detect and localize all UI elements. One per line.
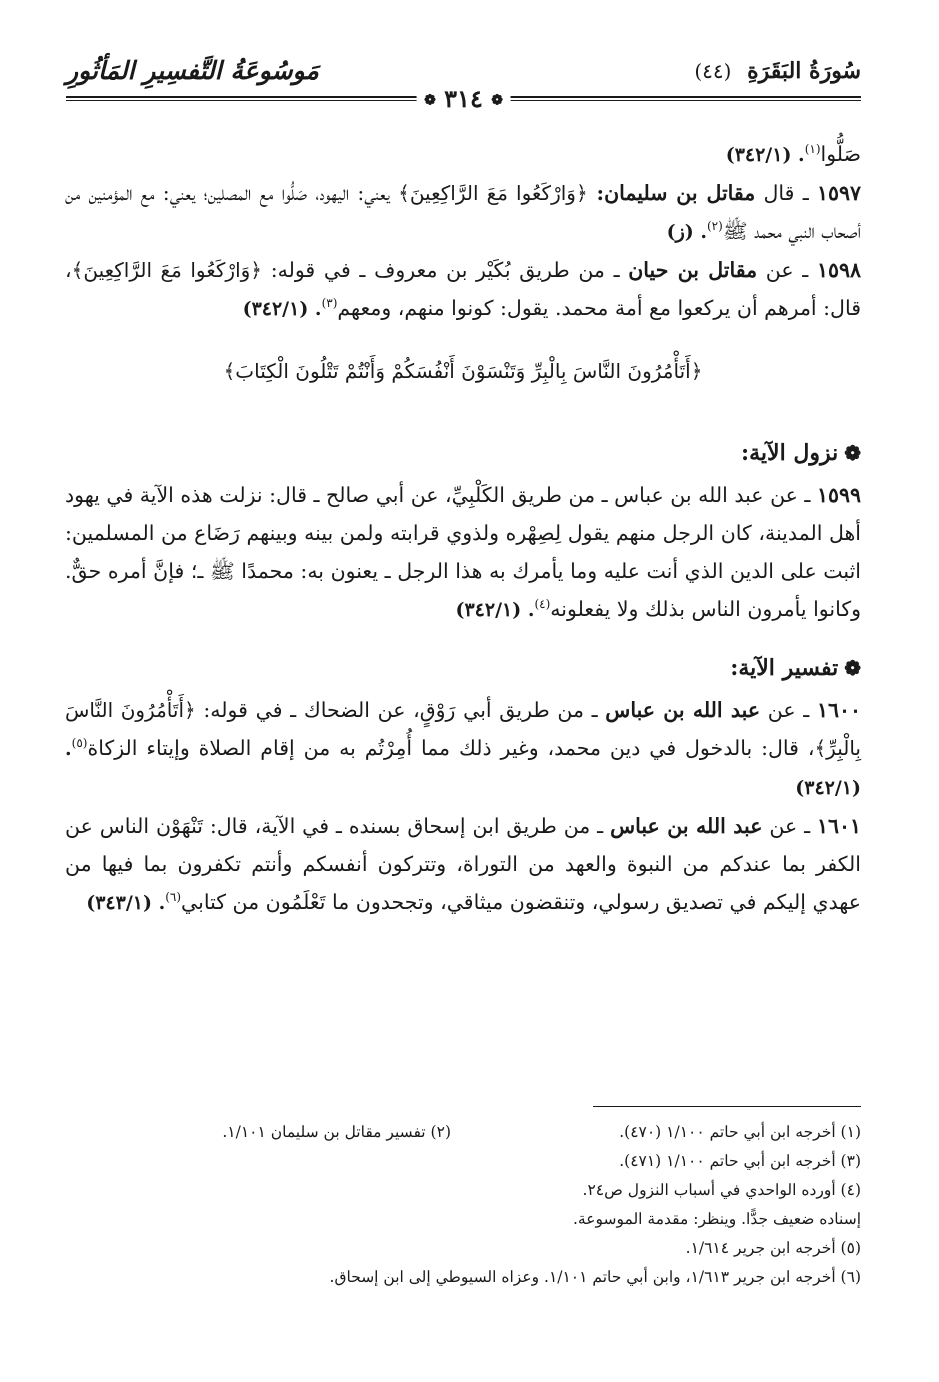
- section-heading-nuzul: ❁نزول الآية:: [741, 440, 861, 466]
- footnote-marker[interactable]: (١): [804, 142, 821, 157]
- narrator-name: عبد الله بن عباس: [605, 698, 761, 722]
- footnote-marker[interactable]: (٤): [534, 597, 551, 612]
- volume-reference: . (٣٤٢/١): [65, 738, 861, 799]
- narrator-name: مقاتل بن سليمان: [604, 181, 756, 205]
- footnote-3: (٣) أخرجه ابن أبي حاتم ١/١٠٠ (٤٧١).: [619, 1152, 861, 1170]
- footnote-marker[interactable]: (٥): [71, 736, 88, 751]
- volume-reference: . (٣٤٣/١): [86, 892, 166, 914]
- quran-quote: ﴿أَتَأْمُرُونَ النَّاسَ بِالْبِرِّ﴾: [65, 698, 861, 760]
- footnote-2: (٢) تفسير مقاتل بن سليمان ١/١٠١.: [222, 1123, 451, 1141]
- entry-1598: ١٥٩٨ ـ عن مقاتل بن حيان ـ من طريق بُكَيْر بن معروف ـ في قوله: ﴿وَارْكَعُوا مَعَ الرَّاكِعِينَ﴾، قال: أمرهم أن يركعوا مع أمة محمد. يقول: كونوا منهم، ومعهم$^{(٣)}$. (٣٤٢/١): [65, 258, 861, 320]
- entry-1599: ١٥٩٩ ـ عن عبد الله بن عباس ـ من طريق الكَلْبِيِّ، عن أبي صالح ـ قال: نزلت هذه الآية في يهود أهل المدينة، كان الرجل منهم يقول لِصِهْره ولذوي قرابته ولمن بينه وبينهم رَضَاع من المسلمين: اثبت على الدين الذي أنت عليه وما يأمرك به هذا الرجل ـ يعنون به: محمدًا ﷺ ـ؛ فإنَّ أمره حقٌّ. وكانوا يأمرون الناس بذلك ولا يفعلونه$^{(٤)}$. (٣٤٢/١): [65, 483, 861, 621]
- footnote-4: (٤) أورده الواحدي في أسباب النزول ص٢٤.: [582, 1181, 861, 1199]
- page-number: [416, 84, 511, 113]
- entry-number: ١٥٩٩: [816, 483, 861, 507]
- continuation-line: صَلُّوا$^{(١)}$. (٣٤٢/١): [725, 142, 861, 166]
- star-ornament-icon: ❁: [844, 441, 861, 465]
- footnote-marker[interactable]: (٣): [321, 296, 338, 311]
- quran-quote: ﴿وَارْكَعُوا مَعَ الرَّاكِعِينَ﴾: [71, 258, 263, 282]
- volume-reference: . (٣٤٢/١): [455, 599, 535, 621]
- ornament-icon: ❁: [491, 92, 503, 109]
- entry-number: ١٦٠٠: [816, 698, 861, 722]
- entry-1597: ١٥٩٧ ـ قال مقاتل بن سليمان: ﴿وَارْكَعُوا مَعَ الرَّاكِعِينَ﴾ يعني: اليهود، صَلُّوا مع المصلين؛ يعني: مع المؤمنين من أصحاب النبي محمد ﷺ$^{(٢)}$. (ز): [65, 181, 861, 243]
- entry-1601: ١٦٠١ ـ عن عبد الله بن عباس ـ من طريق ابن إسحاق بسنده ـ في الآية، قال: تَنْهَوْن الناس عن الكفر بما عندكم من النبوة والعهد من التوراة، وتتركون أنفسكم وأنتم تكفرون بما فيها من عهدي إليكم في تصديق رسولي، وتنقضون ميثاقي، وتجحدون ما تَعْلَمُون من كتابي$^{(٦)}$. (٣٤٣/١): [65, 814, 861, 914]
- quran-quote: ﴿وَارْكَعُوا مَعَ الرَّاكِعِينَ﴾: [398, 181, 588, 205]
- volume-reference: . (٣٤٢/١): [725, 144, 805, 166]
- entry-number: ١٦٠١: [816, 814, 861, 838]
- section-heading-tafsir: ❁تفسير الآية:: [730, 655, 861, 681]
- entry-1600: ١٦٠٠ ـ عن عبد الله بن عباس ـ من طريق أبي رَوْقٍ، عن الضحاك ـ في قوله: ﴿أَتَأْمُرُونَ النَّاسَ بِالْبِرِّ﴾، قال: بالدخول في دين محمد، وغير ذلك مما أُمِرْتُم به من إقام الصلاة وإيتاء الزكاة$^{(٥)}$. (٣٤٢/١): [65, 698, 861, 799]
- footnotes: [65, 1118, 861, 1292]
- page-header: [66, 50, 861, 113]
- entry-number: ١٥٩٨: [816, 258, 861, 282]
- narrator-name: مقاتل بن حيان: [628, 258, 758, 282]
- volume-reference: . (ز): [666, 221, 707, 243]
- sura-title: [694, 58, 861, 84]
- footnote-marker[interactable]: (٦): [165, 890, 182, 905]
- footnote-1: (١) أخرجه ابن أبي حاتم ١/١٠٠ (٤٧٠).: [619, 1123, 861, 1141]
- footnote-5: (٥) أخرجه ابن جرير ١/٦١٤.: [685, 1239, 861, 1257]
- footnote-separator: [593, 1106, 861, 1107]
- entry-number: ١٥٩٧: [816, 181, 861, 205]
- volume-reference: . (٣٤٢/١): [242, 298, 322, 320]
- ayah-verse: ﴿أَتَأْمُرُونَ النَّاسَ بِالْبِرِّ وَتَنْسَوْنَ أَنْفُسَكُمْ وَأَنْتُمْ تَتْلُونَ الْكِتَابَ﴾: [223, 359, 703, 383]
- book-title: مَوسُوعَةُ التَّفسِيرِ المَأثُورِ: [66, 56, 319, 85]
- footnote-6: (٦) أخرجه ابن جرير ١/٦١٣، وابن أبي حاتم ١/١٠١. وعزاه السيوطي إلى ابن إسحاق.: [329, 1268, 861, 1286]
- footnote-4-note: إسناده ضعيف جدًّا. وينظر: مقدمة الموسوعة.: [573, 1210, 861, 1228]
- main-text: [65, 135, 861, 922]
- ornament-icon: ❁: [424, 92, 436, 109]
- sura-name: سُورَةُ البَقَرَةِ: [747, 58, 861, 84]
- footnote-marker[interactable]: (٢): [706, 219, 723, 234]
- page-number-value: ٣١٤: [444, 84, 483, 113]
- star-ornament-icon: ❁: [844, 656, 861, 680]
- sura-number: (٤٤): [694, 59, 732, 83]
- narrator-name: عبد الله بن عباس: [610, 814, 763, 838]
